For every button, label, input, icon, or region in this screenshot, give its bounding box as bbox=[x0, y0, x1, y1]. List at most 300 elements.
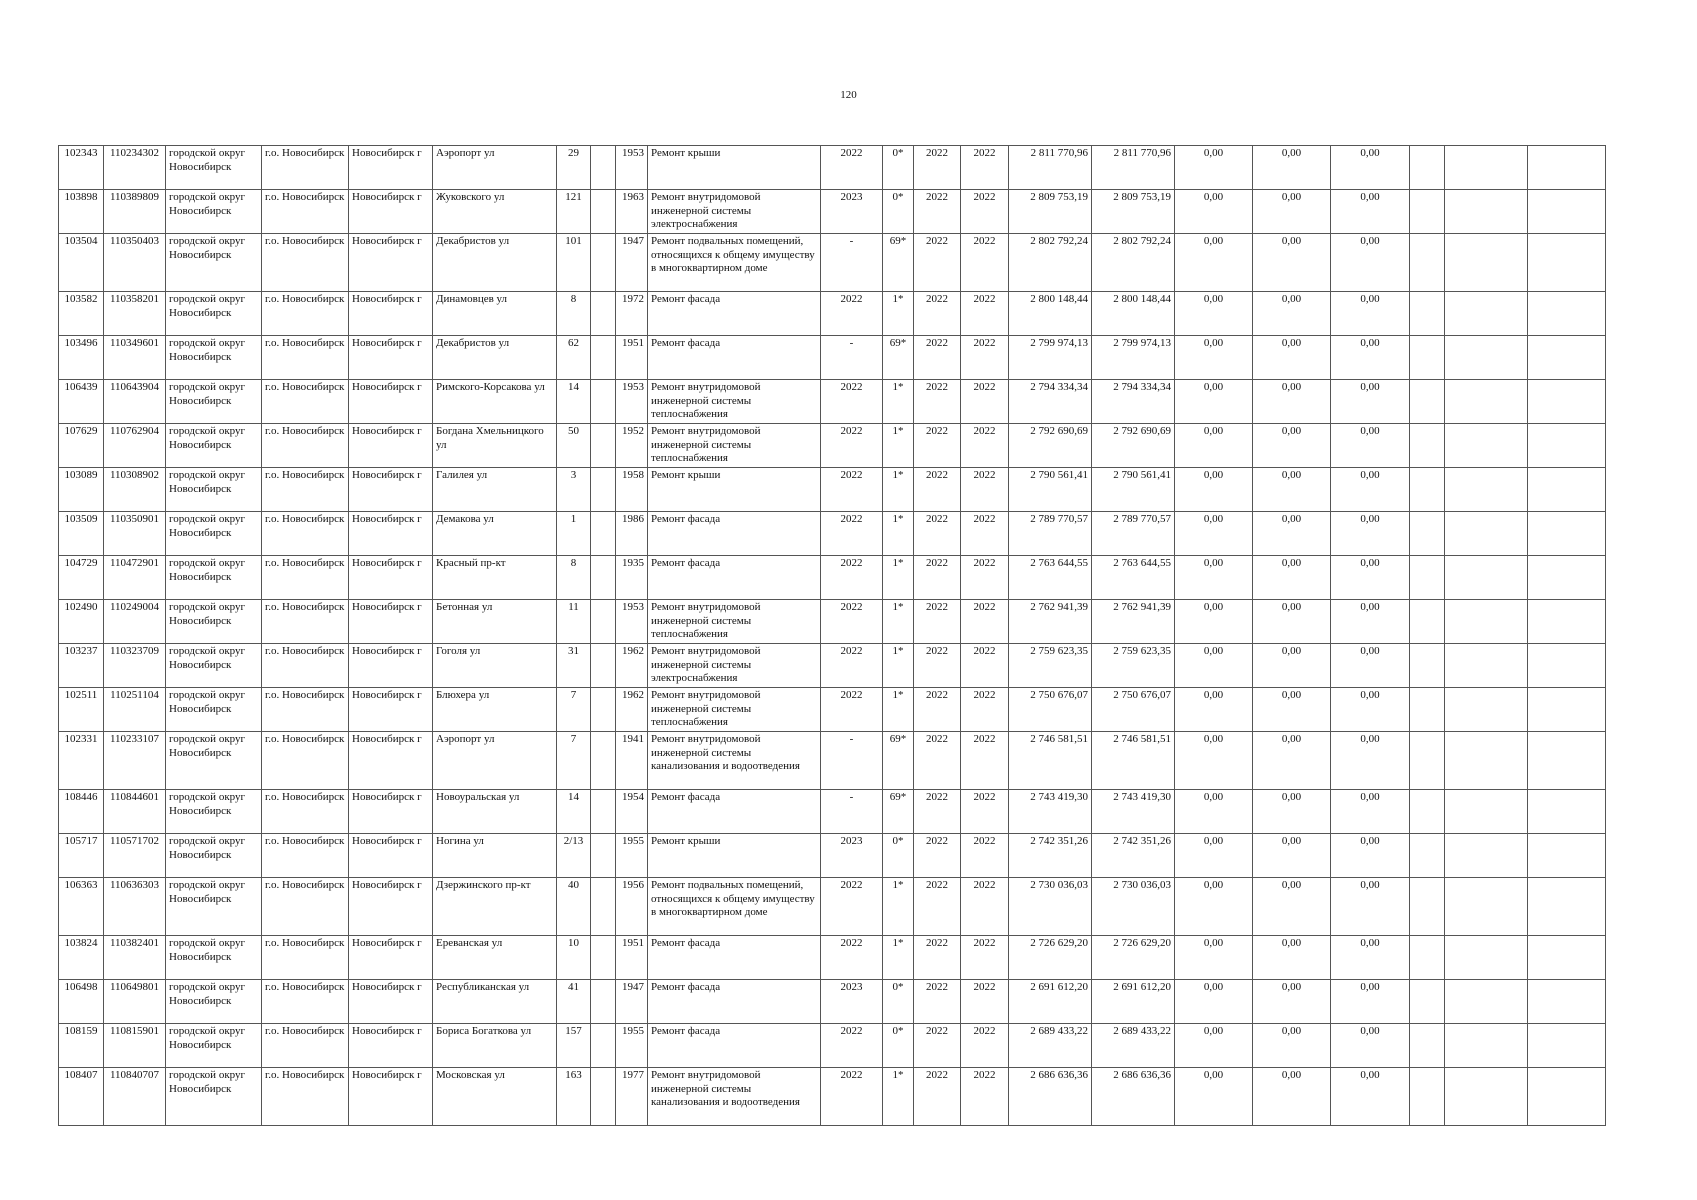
cell-city: Новосибирск г bbox=[349, 644, 433, 688]
cell-e3 bbox=[1528, 878, 1606, 936]
cell-cost-fund: 2 730 036,03 bbox=[1092, 878, 1175, 936]
cell-city: Новосибирск г bbox=[349, 234, 433, 292]
cell-v2: 0,00 bbox=[1253, 790, 1331, 834]
cell-id: 106363 bbox=[59, 878, 104, 936]
cell-building bbox=[591, 980, 616, 1024]
cell-street: Ногина ул bbox=[433, 834, 557, 878]
cell-year: 1953 bbox=[616, 600, 648, 644]
cell-city: Новосибирск г bbox=[349, 878, 433, 936]
cell-e2 bbox=[1445, 878, 1528, 936]
cell-city: Новосибирск г bbox=[349, 380, 433, 424]
cell-v1: 0,00 bbox=[1175, 980, 1253, 1024]
cell-municipality: городской округ Новосибирск bbox=[166, 732, 262, 790]
cell-code: 110234302 bbox=[104, 146, 166, 190]
cell-building bbox=[591, 644, 616, 688]
cell-work: Ремонт внутридомовой инженерной системы канализования и водоотведения bbox=[648, 1068, 821, 1126]
cell-e1 bbox=[1410, 732, 1445, 790]
cell-work: Ремонт внутридомовой инженерной системы теплоснабжения bbox=[648, 688, 821, 732]
cell-e1 bbox=[1410, 336, 1445, 380]
cell-e2 bbox=[1445, 936, 1528, 980]
cell-e2 bbox=[1445, 790, 1528, 834]
cell-year: 1951 bbox=[616, 936, 648, 980]
cell-mark: 1* bbox=[883, 936, 914, 980]
cell-city: Новосибирск г bbox=[349, 336, 433, 380]
cell-e1 bbox=[1410, 190, 1445, 234]
cell-mark: 1* bbox=[883, 600, 914, 644]
cell-building bbox=[591, 292, 616, 336]
cell-y2: 2022 bbox=[961, 556, 1009, 600]
cell-v3: 0,00 bbox=[1331, 146, 1410, 190]
cell-v1: 0,00 bbox=[1175, 292, 1253, 336]
cell-e1 bbox=[1410, 146, 1445, 190]
cell-mark: 1* bbox=[883, 380, 914, 424]
cell-e1 bbox=[1410, 878, 1445, 936]
cell-year: 1953 bbox=[616, 146, 648, 190]
cell-mark: 69* bbox=[883, 790, 914, 834]
cell-plan-year: - bbox=[821, 732, 883, 790]
cell-street: Бориса Богаткова ул bbox=[433, 1024, 557, 1068]
cell-mark: 1* bbox=[883, 688, 914, 732]
cell-e1 bbox=[1410, 424, 1445, 468]
cell-building bbox=[591, 234, 616, 292]
cell-e1 bbox=[1410, 556, 1445, 600]
cell-e2 bbox=[1445, 644, 1528, 688]
cell-y1: 2022 bbox=[914, 790, 961, 834]
cell-year: 1977 bbox=[616, 1068, 648, 1126]
cell-e2 bbox=[1445, 556, 1528, 600]
cell-y2: 2022 bbox=[961, 644, 1009, 688]
cell-year: 1986 bbox=[616, 512, 648, 556]
cell-year: 1952 bbox=[616, 424, 648, 468]
cell-id: 103582 bbox=[59, 292, 104, 336]
cell-house: 29 bbox=[557, 146, 591, 190]
cell-v3: 0,00 bbox=[1331, 834, 1410, 878]
cell-year: 1951 bbox=[616, 336, 648, 380]
cell-municipality: городской округ Новосибирск bbox=[166, 336, 262, 380]
cell-year: 1947 bbox=[616, 980, 648, 1024]
cell-city: Новосибирск г bbox=[349, 688, 433, 732]
cell-e3 bbox=[1528, 380, 1606, 424]
table-row bbox=[59, 936, 1606, 980]
cell-y1: 2022 bbox=[914, 732, 961, 790]
cell-city: Новосибирск г bbox=[349, 834, 433, 878]
cell-building bbox=[591, 1024, 616, 1068]
cell-municipality: городской округ Новосибирск bbox=[166, 600, 262, 644]
cell-y2: 2022 bbox=[961, 980, 1009, 1024]
cell-y2: 2022 bbox=[961, 380, 1009, 424]
table-row bbox=[59, 980, 1606, 1024]
cell-city: Новосибирск г bbox=[349, 292, 433, 336]
cell-house: 14 bbox=[557, 380, 591, 424]
cell-v2: 0,00 bbox=[1253, 556, 1331, 600]
cell-settlement: г.о. Новосибирск bbox=[262, 732, 349, 790]
cell-v1: 0,00 bbox=[1175, 790, 1253, 834]
cell-id: 105717 bbox=[59, 834, 104, 878]
cell-v2: 0,00 bbox=[1253, 468, 1331, 512]
cell-house: 62 bbox=[557, 336, 591, 380]
cell-e1 bbox=[1410, 834, 1445, 878]
cell-settlement: г.о. Новосибирск bbox=[262, 234, 349, 292]
cell-work: Ремонт фасада bbox=[648, 790, 821, 834]
cell-e2 bbox=[1445, 512, 1528, 556]
cell-e2 bbox=[1445, 1024, 1528, 1068]
cell-municipality: городской округ Новосибирск bbox=[166, 644, 262, 688]
cell-code: 110815901 bbox=[104, 1024, 166, 1068]
cell-street: Блюхера ул bbox=[433, 688, 557, 732]
cell-id: 103496 bbox=[59, 336, 104, 380]
cell-settlement: г.о. Новосибирск bbox=[262, 146, 349, 190]
cell-v2: 0,00 bbox=[1253, 936, 1331, 980]
cell-cost-total: 2 789 770,57 bbox=[1009, 512, 1092, 556]
cell-e2 bbox=[1445, 688, 1528, 732]
cell-e2 bbox=[1445, 732, 1528, 790]
cell-city: Новосибирск г bbox=[349, 146, 433, 190]
cell-code: 110389809 bbox=[104, 190, 166, 234]
cell-e3 bbox=[1528, 292, 1606, 336]
cell-cost-fund: 2 750 676,07 bbox=[1092, 688, 1175, 732]
cell-cost-fund: 2 811 770,96 bbox=[1092, 146, 1175, 190]
cell-settlement: г.о. Новосибирск bbox=[262, 600, 349, 644]
cell-e1 bbox=[1410, 468, 1445, 512]
cell-y2: 2022 bbox=[961, 190, 1009, 234]
cell-code: 110382401 bbox=[104, 936, 166, 980]
cell-v3: 0,00 bbox=[1331, 1068, 1410, 1126]
cell-mark: 0* bbox=[883, 980, 914, 1024]
cell-y1: 2022 bbox=[914, 834, 961, 878]
cell-cost-fund: 2 686 636,36 bbox=[1092, 1068, 1175, 1126]
cell-y2: 2022 bbox=[961, 1024, 1009, 1068]
cell-e3 bbox=[1528, 424, 1606, 468]
cell-street: Динамовцев ул bbox=[433, 292, 557, 336]
cell-v1: 0,00 bbox=[1175, 512, 1253, 556]
cell-code: 110350901 bbox=[104, 512, 166, 556]
cell-street: Гоголя ул bbox=[433, 644, 557, 688]
cell-plan-year: 2022 bbox=[821, 380, 883, 424]
cell-e1 bbox=[1410, 936, 1445, 980]
cell-e3 bbox=[1528, 980, 1606, 1024]
cell-v2: 0,00 bbox=[1253, 1068, 1331, 1126]
cell-e1 bbox=[1410, 292, 1445, 336]
cell-id: 108159 bbox=[59, 1024, 104, 1068]
cell-year: 1962 bbox=[616, 688, 648, 732]
cell-v2: 0,00 bbox=[1253, 834, 1331, 878]
cell-id: 108446 bbox=[59, 790, 104, 834]
cell-e2 bbox=[1445, 424, 1528, 468]
cell-e1 bbox=[1410, 644, 1445, 688]
cell-y1: 2022 bbox=[914, 936, 961, 980]
cell-y1: 2022 bbox=[914, 644, 961, 688]
cell-code: 110308902 bbox=[104, 468, 166, 512]
cell-e1 bbox=[1410, 380, 1445, 424]
cell-settlement: г.о. Новосибирск bbox=[262, 834, 349, 878]
cell-house: 11 bbox=[557, 600, 591, 644]
cell-y1: 2022 bbox=[914, 980, 961, 1024]
cell-cost-fund: 2 763 644,55 bbox=[1092, 556, 1175, 600]
cell-year: 1958 bbox=[616, 468, 648, 512]
cell-e2 bbox=[1445, 190, 1528, 234]
cell-cost-total: 2 799 974,13 bbox=[1009, 336, 1092, 380]
cell-code: 110472901 bbox=[104, 556, 166, 600]
cell-cost-fund: 2 746 581,51 bbox=[1092, 732, 1175, 790]
cell-settlement: г.о. Новосибирск bbox=[262, 190, 349, 234]
cell-plan-year: 2022 bbox=[821, 688, 883, 732]
cell-work: Ремонт фасада bbox=[648, 1024, 821, 1068]
page-number: 120 bbox=[840, 89, 857, 101]
cell-e2 bbox=[1445, 336, 1528, 380]
cell-v2: 0,00 bbox=[1253, 644, 1331, 688]
cell-id: 108407 bbox=[59, 1068, 104, 1126]
cell-cost-fund: 2 794 334,34 bbox=[1092, 380, 1175, 424]
cell-mark: 1* bbox=[883, 424, 914, 468]
cell-y1: 2022 bbox=[914, 190, 961, 234]
table-row bbox=[59, 688, 1606, 732]
cell-id: 104729 bbox=[59, 556, 104, 600]
cell-y2: 2022 bbox=[961, 936, 1009, 980]
cell-city: Новосибирск г bbox=[349, 790, 433, 834]
cell-street: Богдана Хмельницкого ул bbox=[433, 424, 557, 468]
cell-municipality: городской округ Новосибирск bbox=[166, 790, 262, 834]
cell-house: 8 bbox=[557, 556, 591, 600]
cell-cost-fund: 2 689 433,22 bbox=[1092, 1024, 1175, 1068]
cell-year: 1955 bbox=[616, 1024, 648, 1068]
cell-street: Аэропорт ул bbox=[433, 732, 557, 790]
cell-house: 121 bbox=[557, 190, 591, 234]
cell-building bbox=[591, 600, 616, 644]
cell-building bbox=[591, 878, 616, 936]
cell-v2: 0,00 bbox=[1253, 292, 1331, 336]
cell-e3 bbox=[1528, 732, 1606, 790]
cell-mark: 1* bbox=[883, 878, 914, 936]
table-row bbox=[59, 336, 1606, 380]
cell-cost-fund: 2 762 941,39 bbox=[1092, 600, 1175, 644]
cell-cost-fund: 2 759 623,35 bbox=[1092, 644, 1175, 688]
cell-cost-fund: 2 742 351,26 bbox=[1092, 834, 1175, 878]
cell-y1: 2022 bbox=[914, 146, 961, 190]
cell-id: 103509 bbox=[59, 512, 104, 556]
cell-settlement: г.о. Новосибирск bbox=[262, 336, 349, 380]
table-row bbox=[59, 380, 1606, 424]
cell-settlement: г.о. Новосибирск bbox=[262, 644, 349, 688]
cell-e2 bbox=[1445, 292, 1528, 336]
cell-v1: 0,00 bbox=[1175, 688, 1253, 732]
cell-building bbox=[591, 380, 616, 424]
cell-y2: 2022 bbox=[961, 234, 1009, 292]
cell-year: 1972 bbox=[616, 292, 648, 336]
cell-e3 bbox=[1528, 1068, 1606, 1126]
cell-e3 bbox=[1528, 936, 1606, 980]
cell-y2: 2022 bbox=[961, 292, 1009, 336]
cell-v3: 0,00 bbox=[1331, 468, 1410, 512]
table-row bbox=[59, 878, 1606, 936]
cell-cost-total: 2 809 753,19 bbox=[1009, 190, 1092, 234]
cell-city: Новосибирск г bbox=[349, 512, 433, 556]
cell-street: Новоуральская ул bbox=[433, 790, 557, 834]
cell-id: 106439 bbox=[59, 380, 104, 424]
cell-city: Новосибирск г bbox=[349, 1068, 433, 1126]
cell-e1 bbox=[1410, 512, 1445, 556]
cell-cost-fund: 2 799 974,13 bbox=[1092, 336, 1175, 380]
cell-plan-year: 2022 bbox=[821, 512, 883, 556]
cell-year: 1954 bbox=[616, 790, 648, 834]
cell-street: Декабристов ул bbox=[433, 336, 557, 380]
cell-id: 103824 bbox=[59, 936, 104, 980]
cell-y1: 2022 bbox=[914, 336, 961, 380]
cell-e1 bbox=[1410, 1068, 1445, 1126]
cell-e2 bbox=[1445, 234, 1528, 292]
cell-house: 8 bbox=[557, 292, 591, 336]
cell-e3 bbox=[1528, 600, 1606, 644]
cell-e3 bbox=[1528, 146, 1606, 190]
cell-settlement: г.о. Новосибирск bbox=[262, 292, 349, 336]
cell-v1: 0,00 bbox=[1175, 936, 1253, 980]
cell-e1 bbox=[1410, 688, 1445, 732]
table-row bbox=[59, 732, 1606, 790]
cell-house: 163 bbox=[557, 1068, 591, 1126]
cell-house: 14 bbox=[557, 790, 591, 834]
cell-e3 bbox=[1528, 1024, 1606, 1068]
cell-work: Ремонт подвальных помещений, относящихся к общему имуществу в многоквартирном доме bbox=[648, 234, 821, 292]
cell-id: 106498 bbox=[59, 980, 104, 1024]
cell-plan-year: 2022 bbox=[821, 1024, 883, 1068]
cell-municipality: городской округ Новосибирск bbox=[166, 936, 262, 980]
cell-y2: 2022 bbox=[961, 732, 1009, 790]
cell-year: 1941 bbox=[616, 732, 648, 790]
cell-code: 110840707 bbox=[104, 1068, 166, 1126]
cell-code: 110762904 bbox=[104, 424, 166, 468]
cell-plan-year: 2022 bbox=[821, 424, 883, 468]
cell-id: 103237 bbox=[59, 644, 104, 688]
cell-mark: 0* bbox=[883, 190, 914, 234]
cell-mark: 0* bbox=[883, 1024, 914, 1068]
cell-year: 1956 bbox=[616, 878, 648, 936]
cell-cost-total: 2 750 676,07 bbox=[1009, 688, 1092, 732]
cell-y2: 2022 bbox=[961, 688, 1009, 732]
cell-house: 1 bbox=[557, 512, 591, 556]
cell-city: Новосибирск г bbox=[349, 600, 433, 644]
cell-v3: 0,00 bbox=[1331, 790, 1410, 834]
cell-y1: 2022 bbox=[914, 424, 961, 468]
cell-v1: 0,00 bbox=[1175, 556, 1253, 600]
cell-cost-total: 2 689 433,22 bbox=[1009, 1024, 1092, 1068]
cell-y2: 2022 bbox=[961, 834, 1009, 878]
cell-city: Новосибирск г bbox=[349, 468, 433, 512]
cell-v2: 0,00 bbox=[1253, 336, 1331, 380]
cell-mark: 69* bbox=[883, 234, 914, 292]
cell-id: 102331 bbox=[59, 732, 104, 790]
cell-cost-fund: 2 789 770,57 bbox=[1092, 512, 1175, 556]
cell-settlement: г.о. Новосибирск bbox=[262, 790, 349, 834]
cell-e3 bbox=[1528, 190, 1606, 234]
cell-city: Новосибирск г bbox=[349, 190, 433, 234]
cell-building bbox=[591, 146, 616, 190]
cell-e1 bbox=[1410, 234, 1445, 292]
cell-cost-total: 2 759 623,35 bbox=[1009, 644, 1092, 688]
cell-settlement: г.о. Новосибирск bbox=[262, 556, 349, 600]
cell-settlement: г.о. Новосибирск bbox=[262, 1024, 349, 1068]
cell-plan-year: - bbox=[821, 336, 883, 380]
cell-cost-total: 2 811 770,96 bbox=[1009, 146, 1092, 190]
cell-year: 1935 bbox=[616, 556, 648, 600]
cell-cost-total: 2 800 148,44 bbox=[1009, 292, 1092, 336]
cell-v1: 0,00 bbox=[1175, 380, 1253, 424]
cell-cost-total: 2 794 334,34 bbox=[1009, 380, 1092, 424]
cell-plan-year: 2022 bbox=[821, 468, 883, 512]
cell-work: Ремонт фасада bbox=[648, 292, 821, 336]
cell-house: 157 bbox=[557, 1024, 591, 1068]
cell-v2: 0,00 bbox=[1253, 512, 1331, 556]
cell-e3 bbox=[1528, 512, 1606, 556]
table-row bbox=[59, 512, 1606, 556]
cell-v2: 0,00 bbox=[1253, 424, 1331, 468]
cell-plan-year: 2022 bbox=[821, 936, 883, 980]
table-row bbox=[59, 600, 1606, 644]
cell-street: Бетонная ул bbox=[433, 600, 557, 644]
cell-settlement: г.о. Новосибирск bbox=[262, 688, 349, 732]
cell-street: Московская ул bbox=[433, 1068, 557, 1126]
cell-v3: 0,00 bbox=[1331, 380, 1410, 424]
cell-y2: 2022 bbox=[961, 468, 1009, 512]
cell-house: 101 bbox=[557, 234, 591, 292]
cell-work: Ремонт фасада bbox=[648, 336, 821, 380]
cell-settlement: г.о. Новосибирск bbox=[262, 512, 349, 556]
cell-municipality: городской округ Новосибирск bbox=[166, 834, 262, 878]
cell-municipality: городской округ Новосибирск bbox=[166, 146, 262, 190]
cell-e2 bbox=[1445, 834, 1528, 878]
cell-y2: 2022 bbox=[961, 336, 1009, 380]
cell-v3: 0,00 bbox=[1331, 512, 1410, 556]
cell-building bbox=[591, 468, 616, 512]
cell-cost-fund: 2 792 690,69 bbox=[1092, 424, 1175, 468]
cell-y1: 2022 bbox=[914, 878, 961, 936]
cell-building bbox=[591, 556, 616, 600]
cell-v1: 0,00 bbox=[1175, 1068, 1253, 1126]
cell-house: 7 bbox=[557, 688, 591, 732]
table-body bbox=[59, 146, 1606, 1126]
cell-cost-total: 2 691 612,20 bbox=[1009, 980, 1092, 1024]
cell-house: 50 bbox=[557, 424, 591, 468]
cell-settlement: г.о. Новосибирск bbox=[262, 980, 349, 1024]
cell-e3 bbox=[1528, 336, 1606, 380]
cell-y1: 2022 bbox=[914, 600, 961, 644]
cell-street: Ереванская ул bbox=[433, 936, 557, 980]
cell-settlement: г.о. Новосибирск bbox=[262, 1068, 349, 1126]
cell-work: Ремонт внутридомовой инженерной системы теплоснабжения bbox=[648, 380, 821, 424]
cell-mark: 1* bbox=[883, 468, 914, 512]
cell-v2: 0,00 bbox=[1253, 234, 1331, 292]
cell-cost-total: 2 762 941,39 bbox=[1009, 600, 1092, 644]
cell-work: Ремонт внутридомовой инженерной системы электроснабжения bbox=[648, 190, 821, 234]
cell-y1: 2022 bbox=[914, 468, 961, 512]
cell-street: Дзержинского пр-кт bbox=[433, 878, 557, 936]
cell-code: 110350403 bbox=[104, 234, 166, 292]
table-row bbox=[59, 424, 1606, 468]
cell-house: 31 bbox=[557, 644, 591, 688]
cell-id: 103504 bbox=[59, 234, 104, 292]
cell-e2 bbox=[1445, 380, 1528, 424]
cell-v3: 0,00 bbox=[1331, 732, 1410, 790]
cell-v3: 0,00 bbox=[1331, 644, 1410, 688]
table-row bbox=[59, 1024, 1606, 1068]
cell-work: Ремонт крыши bbox=[648, 146, 821, 190]
cell-e1 bbox=[1410, 790, 1445, 834]
cell-street: Красный пр-кт bbox=[433, 556, 557, 600]
cell-mark: 1* bbox=[883, 512, 914, 556]
cell-house: 10 bbox=[557, 936, 591, 980]
cell-work: Ремонт фасада bbox=[648, 980, 821, 1024]
cell-year: 1963 bbox=[616, 190, 648, 234]
cell-v1: 0,00 bbox=[1175, 424, 1253, 468]
cell-municipality: городской округ Новосибирск bbox=[166, 512, 262, 556]
